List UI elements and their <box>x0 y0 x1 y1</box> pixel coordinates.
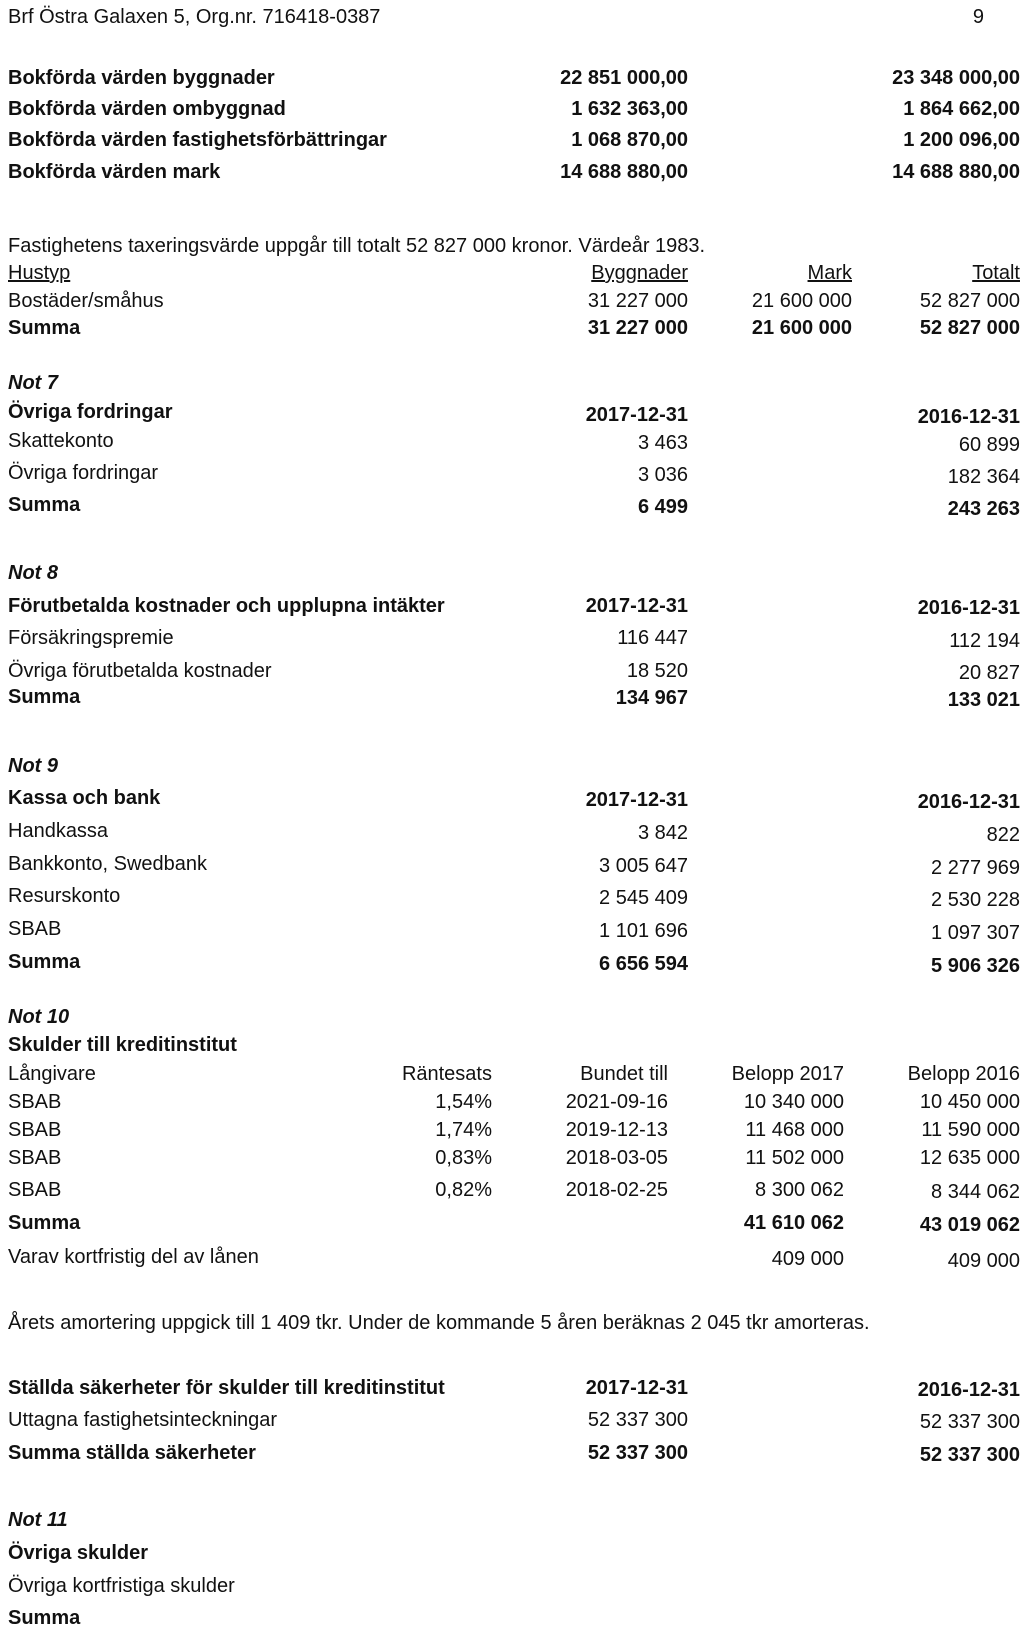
tax-row-buildings: 31 227 000 <box>587 290 688 312</box>
tax-sum-label: Summa <box>8 317 81 339</box>
note-8-sum-2016: 133 021 <box>947 689 1020 711</box>
note-7-sum-2016: 243 263 <box>947 498 1020 520</box>
book-value-2017: 1 632 363,00 <box>571 98 688 120</box>
note-8-col-2017: 2017-12-31 <box>585 595 688 617</box>
note-10-row-amount-2016: 8 344 062 <box>931 1181 1020 1203</box>
note-10-short-term-2016: 409 000 <box>947 1250 1020 1272</box>
note-9-row-label: SBAB <box>8 918 62 940</box>
note-10-row-lender: SBAB <box>8 1147 62 1169</box>
note-10-row-fixed: 2018-02-25 <box>565 1179 668 1201</box>
note-10-row-lender: SBAB <box>8 1179 62 1201</box>
note-10-row-lender: SBAB <box>8 1091 62 1113</box>
note-10-sum-label: Summa <box>8 1212 81 1234</box>
book-value-2017: 1 068 870,00 <box>571 129 688 151</box>
note-7-title: Not 7 <box>8 372 58 394</box>
pledged-sum-2016: 52 337 300 <box>919 1444 1020 1466</box>
book-value-label: Bokförda värden fastighetsförbättringar <box>8 129 387 151</box>
note-9-title: Not 9 <box>8 755 58 777</box>
note-10-row-fixed: 2019-12-13 <box>565 1119 668 1141</box>
note-10-row-fixed: 2018-03-05 <box>565 1147 668 1169</box>
note-7-sum-label: Summa <box>8 494 81 516</box>
note-8-col-2016: 2016-12-31 <box>917 597 1020 619</box>
book-value-label: Bokförda värden ombyggnad <box>8 98 286 120</box>
note-9-row-2017: 3 005 647 <box>599 855 688 877</box>
note-9-sum-2016: 5 906 326 <box>931 955 1020 977</box>
note-8-sum-2017: 134 967 <box>615 687 688 709</box>
tax-sum-land: 21 600 000 <box>751 317 852 339</box>
note-7-row-2016: 182 364 <box>947 466 1020 488</box>
book-value-2016: 1 864 662,00 <box>903 98 1020 120</box>
tax-header-total: Totalt <box>972 262 1020 284</box>
note-10-row-amount-2017: 10 340 000 <box>743 1091 844 1113</box>
book-value-2016: 23 348 000,00 <box>892 67 1020 89</box>
book-value-2017: 14 688 880,00 <box>560 161 688 183</box>
note-8-title: Not 8 <box>8 562 58 584</box>
book-value-label: Bokförda värden mark <box>8 161 221 183</box>
note-7-row-2017: 3 036 <box>637 464 688 486</box>
note-8-heading: Förutbetalda kostnader och upplupna intäkter <box>8 595 445 617</box>
note-10-heading: Skulder till kreditinstitut <box>8 1034 237 1056</box>
note-11-sum-label: Summa <box>8 1607 81 1629</box>
note-10-row-lender: SBAB <box>8 1119 62 1141</box>
note-10-row-amount-2016: 12 635 000 <box>919 1147 1020 1169</box>
note-11-row-label: Övriga kortfristiga skulder <box>8 1575 235 1597</box>
note-10-short-term-2017: 409 000 <box>771 1248 844 1270</box>
tax-value-sentence: Fastighetens taxeringsvärde uppgår till totalt 52 827 000 kronor. Värdeår 1983. <box>8 235 706 257</box>
note-8-sum-label: Summa <box>8 686 81 708</box>
note-10-header-fixed: Bundet till <box>580 1063 668 1085</box>
book-value-2017: 22 851 000,00 <box>560 67 688 89</box>
note-10-row-amount-2016: 10 450 000 <box>919 1091 1020 1113</box>
note-8-row-2017: 116 447 <box>617 627 688 649</box>
tax-header-buildings: Byggnader <box>591 262 688 284</box>
note-8-row-2016: 112 194 <box>949 630 1020 652</box>
note-9-row-2016: 2 530 228 <box>931 889 1020 911</box>
note-9-heading: Kassa och bank <box>8 787 161 809</box>
document-header: Brf Östra Galaxen 5, Org.nr. 716418-0387 <box>8 6 381 28</box>
note-9-row-2017: 2 545 409 <box>599 887 688 909</box>
note-9-row-2016: 2 277 969 <box>931 857 1020 879</box>
tax-sum-total: 52 827 000 <box>919 317 1020 339</box>
note-10-header-amount-2017: Belopp 2017 <box>731 1063 844 1085</box>
pledged-col-2016: 2016-12-31 <box>917 1379 1020 1401</box>
note-10-row-rate: 1,54% <box>435 1091 492 1113</box>
pledged-col-2017: 2017-12-31 <box>585 1377 688 1399</box>
note-9-row-2016: 1 097 307 <box>931 922 1020 944</box>
tax-row-total: 52 827 000 <box>919 290 1020 312</box>
note-10-row-amount-2017: 8 300 062 <box>755 1179 844 1201</box>
note-8-row-label: Övriga förutbetalda kostnader <box>8 660 272 682</box>
note-10-row-rate: 0,83% <box>435 1147 492 1169</box>
tax-row-land: 21 600 000 <box>751 290 852 312</box>
note-7-sum-2017: 6 499 <box>637 496 688 518</box>
book-value-2016: 14 688 880,00 <box>892 161 1020 183</box>
amortization-text: Årets amortering uppgick till 1 409 tkr. Under de kommande 5 åren beräknas 2 045 tkr amorteras. <box>8 1312 870 1334</box>
note-9-col-2017: 2017-12-31 <box>585 789 688 811</box>
pledged-sum-label: Summa ställda säkerheter <box>8 1442 256 1464</box>
note-10-row-rate: 1,74% <box>435 1119 492 1141</box>
tax-row-label: Bostäder/småhus <box>8 290 164 312</box>
note-7-heading: Övriga fordringar <box>8 401 173 423</box>
note-10-header-lender: Långivare <box>8 1063 96 1085</box>
note-7-col-2017: 2017-12-31 <box>585 404 688 426</box>
note-10-row-amount-2016: 11 590 000 <box>921 1119 1020 1141</box>
tax-sum-buildings: 31 227 000 <box>587 317 688 339</box>
note-7-col-2016: 2016-12-31 <box>917 406 1020 428</box>
note-7-row-2016: 60 899 <box>958 434 1020 456</box>
pledged-row-label: Uttagna fastighetsinteckningar <box>8 1409 278 1431</box>
note-11-heading: Övriga skulder <box>8 1542 149 1564</box>
pledged-sum-2017: 52 337 300 <box>587 1442 688 1464</box>
note-10-sum-2017: 41 610 062 <box>743 1212 844 1234</box>
note-9-row-2017: 1 101 696 <box>599 920 688 942</box>
tax-header-type: Hustyp <box>8 262 71 284</box>
note-10-header-rate: Räntesats <box>401 1063 492 1085</box>
note-11-title: Not 11 <box>8 1509 68 1531</box>
note-8-row-2016: 20 827 <box>958 662 1020 684</box>
note-8-row-2017: 18 520 <box>626 660 688 682</box>
tax-header-land: Mark <box>807 262 852 284</box>
note-9-row-label: Handkassa <box>8 820 109 842</box>
page-number: 9 <box>972 6 984 28</box>
note-10-row-rate: 0,82% <box>435 1179 492 1201</box>
note-9-row-label: Resurskonto <box>8 885 121 907</box>
note-10-row-amount-2017: 11 468 000 <box>745 1119 844 1141</box>
note-9-sum-label: Summa <box>8 951 81 973</box>
note-9-col-2016: 2016-12-31 <box>917 791 1020 813</box>
note-7-row-2017: 3 463 <box>637 432 688 454</box>
pledged-heading: Ställda säkerheter för skulder till kreditinstitut <box>8 1377 445 1399</box>
pledged-row-2017: 52 337 300 <box>587 1409 688 1431</box>
pledged-row-2016: 52 337 300 <box>919 1411 1020 1433</box>
note-10-sum-2016: 43 019 062 <box>919 1214 1020 1236</box>
note-9-row-2017: 3 842 <box>637 822 688 844</box>
note-10-row-fixed: 2021-09-16 <box>565 1091 668 1113</box>
note-7-row-label: Övriga fordringar <box>8 462 159 484</box>
note-8-row-label: Försäkringspremie <box>8 627 174 649</box>
note-7-row-label: Skattekonto <box>8 430 114 452</box>
note-10-header-amount-2016: Belopp 2016 <box>907 1063 1020 1085</box>
book-value-2016: 1 200 096,00 <box>903 129 1020 151</box>
note-10-row-amount-2017: 11 502 000 <box>745 1147 844 1169</box>
book-value-label: Bokförda värden byggnader <box>8 67 275 89</box>
note-10-title: Not 10 <box>8 1006 70 1028</box>
note-10-short-term-label: Varav kortfristig del av lånen <box>8 1246 259 1268</box>
note-9-row-label: Bankkonto, Swedbank <box>8 853 208 875</box>
note-9-sum-2017: 6 656 594 <box>599 953 688 975</box>
note-9-row-2016: 822 <box>986 824 1020 846</box>
